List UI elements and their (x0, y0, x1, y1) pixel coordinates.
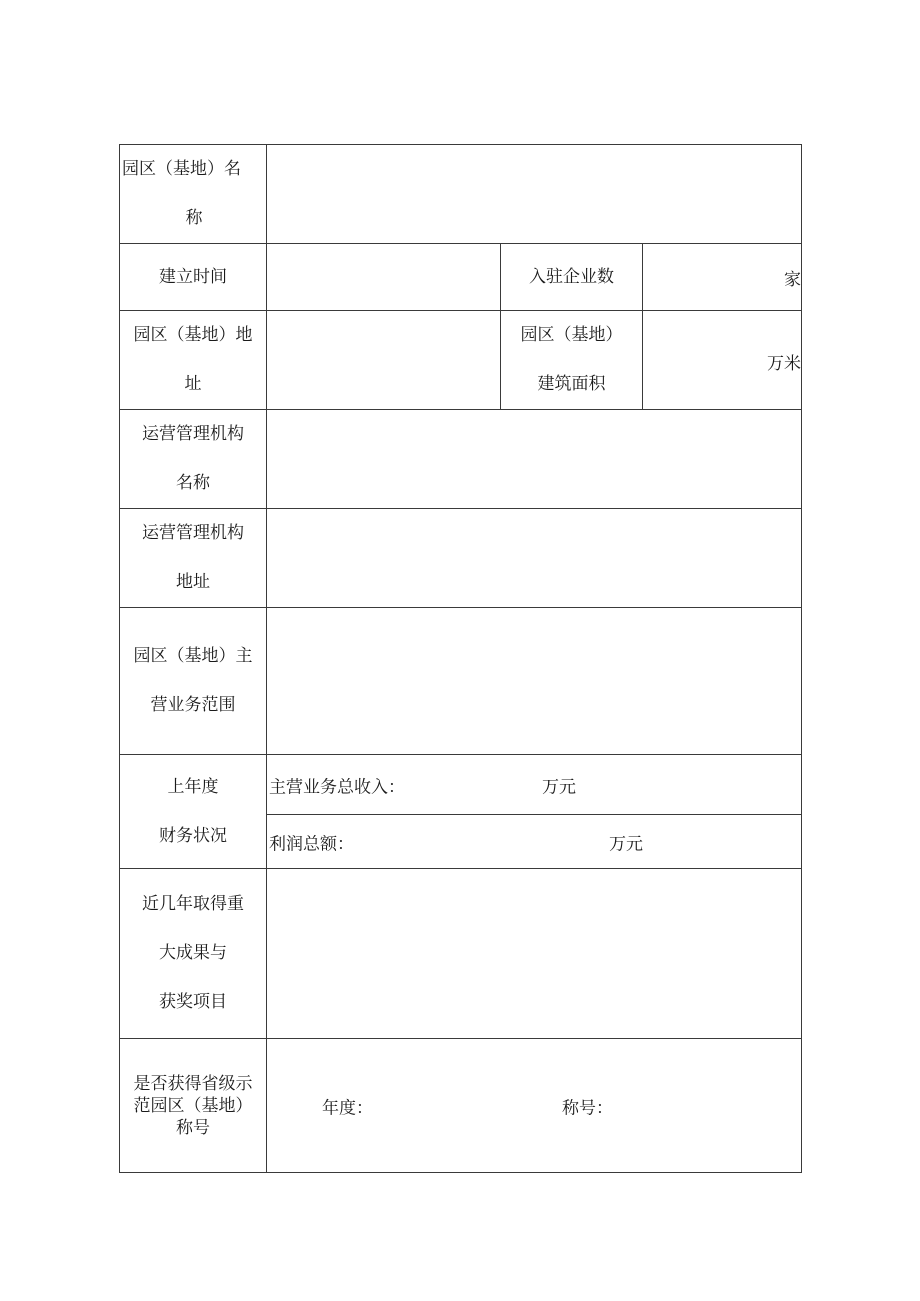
founded-label: 建立时间 (120, 244, 267, 311)
title-label: 称号： (562, 1098, 613, 1118)
park-address-label-line2: 址 (184, 374, 202, 394)
park-name-label-line2: 称 (185, 208, 203, 228)
building-area-label (501, 311, 643, 410)
year-label: 年度： (322, 1098, 373, 1118)
provincial-field[interactable] (267, 1039, 802, 1173)
enterprise-count-unit: 家 (784, 269, 802, 290)
row-park-name (120, 145, 802, 244)
building-area-label-line1: 园区（基地） (520, 325, 623, 345)
business-scope-label-line2: 营业务范围 (150, 695, 236, 715)
profit-field[interactable] (267, 815, 802, 869)
row-founded (120, 244, 802, 311)
enterprise-count-field[interactable] (643, 244, 802, 311)
business-scope-label (120, 608, 267, 755)
operator-address-field[interactable] (267, 509, 802, 608)
row-operator-address (120, 509, 802, 608)
row-operator-name (120, 410, 802, 509)
business-scope-label-line1: 园区（基地）主 (133, 646, 253, 666)
business-scope-field[interactable] (267, 608, 802, 755)
operator-name-field[interactable] (267, 410, 802, 509)
provincial-label-line3: 称号 (176, 1117, 210, 1138)
achievements-label-line2: 大成果与 (159, 943, 227, 963)
park-name-label-line1: 园区（基地）名 (122, 159, 241, 179)
finance-label (120, 755, 267, 869)
park-name-field[interactable] (267, 145, 802, 244)
building-area-unit: 万米 (767, 354, 802, 374)
row-business-scope (120, 608, 802, 755)
row-park-address (120, 311, 802, 410)
finance-label-line2: 财务状况 (159, 825, 227, 846)
row-revenue (120, 755, 802, 815)
provincial-label (120, 1039, 267, 1173)
building-area-field[interactable] (643, 311, 802, 410)
park-address-label (120, 311, 267, 410)
operator-name-label-line1: 运营管理机构 (142, 424, 244, 444)
park-address-field[interactable] (267, 311, 501, 410)
revenue-label: 主营业务总收入： (269, 777, 405, 797)
operator-name-label-line2: 名称 (176, 473, 210, 493)
achievements-field[interactable] (267, 869, 802, 1039)
finance-label-line1: 上年度 (167, 776, 219, 797)
park-info-form (119, 144, 802, 1173)
profit-label: 利润总额： (269, 834, 354, 854)
park-address-label-line1: 园区（基地）地 (133, 325, 253, 345)
operator-address-label (120, 509, 267, 608)
revenue-field[interactable] (267, 755, 802, 815)
operator-address-label-line1: 运营管理机构 (142, 523, 244, 543)
enterprise-count-label: 入驻企业数 (501, 244, 643, 311)
achievements-label (120, 869, 267, 1039)
provincial-label-line1: 是否获得省级示 (133, 1073, 253, 1094)
profit-unit: 万元 (609, 834, 643, 854)
provincial-label-line2: 范园区（基地） (133, 1095, 253, 1116)
founded-field[interactable] (267, 244, 501, 311)
operator-address-label-line2: 地址 (176, 572, 210, 592)
revenue-unit: 万元 (542, 777, 576, 797)
building-area-label-line2: 建筑面积 (537, 374, 606, 394)
achievements-label-line3: 获奖项目 (159, 992, 227, 1012)
park-name-label (120, 145, 267, 244)
achievements-label-line1: 近几年取得重 (142, 894, 244, 914)
row-provincial-title (120, 1039, 802, 1173)
operator-name-label (120, 410, 267, 509)
row-achievements (120, 869, 802, 1039)
